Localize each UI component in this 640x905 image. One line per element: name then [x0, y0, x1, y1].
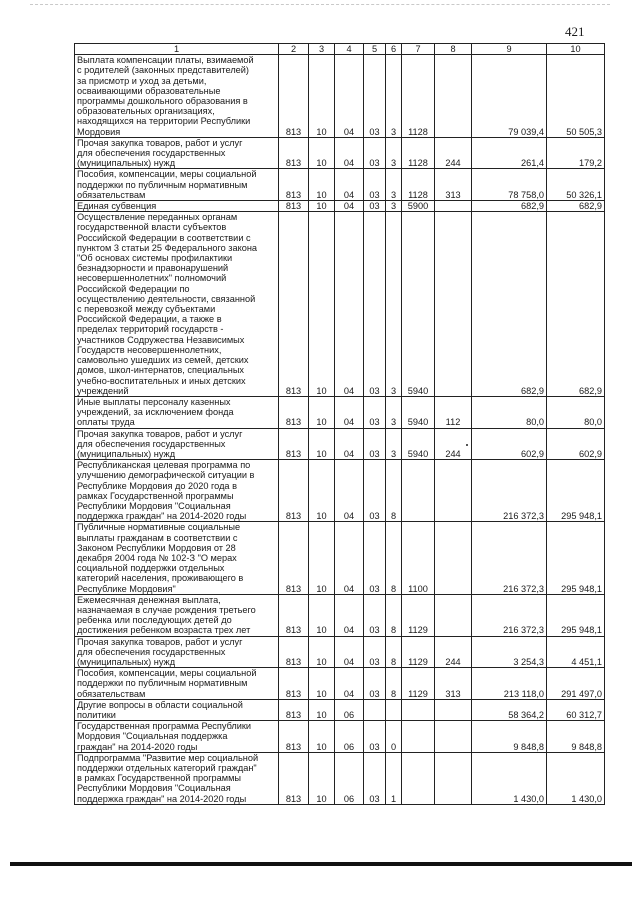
amount-year1-cell: 80,0	[472, 396, 547, 428]
target-code-cell	[402, 460, 435, 522]
amount-year2-cell: 9 848,8	[547, 721, 605, 753]
amount-year2-cell: 179,2	[547, 137, 605, 169]
subsection-code-cell: 06	[335, 699, 364, 720]
amount-year2-cell: 291 497,0	[547, 668, 605, 700]
row-name-cell: Выплата компенсации платы, взимаемой с родителей (законных представителей) за присмотр и уход за детьми, осваивающими образовательные программы дошкольного образования в образовательных организациях, находящихся на территории Республики Мордовия	[75, 55, 279, 138]
amount-year1-cell: 9 848,8	[472, 721, 547, 753]
program-code-cell: 03	[364, 396, 386, 428]
admin-code-cell: 813	[279, 396, 309, 428]
column-header: 2	[279, 44, 309, 55]
subsection-code-cell: 04	[335, 636, 364, 668]
amount-year1-cell: 682,9	[472, 201, 547, 212]
target-code-cell	[402, 721, 435, 753]
table-row	[75, 55, 605, 138]
row-name-cell: Республиканская целевая программа по улучшению демографической ситуации в Республике Мордовия до 2020 года в рамках Государственной программы Республики Мордовия "Социальная поддержка граждан" на 2014-2020 годы	[75, 460, 279, 522]
target-code-cell	[402, 699, 435, 720]
amount-year2-cell: 50 505,3	[547, 55, 605, 138]
column-header: 3	[309, 44, 335, 55]
subprogram-code-cell: 3	[386, 201, 402, 212]
page-number: 421	[565, 24, 585, 39]
admin-code-cell: 813	[279, 721, 309, 753]
program-code-cell: 03	[364, 460, 386, 522]
expense-type-cell	[435, 721, 472, 753]
amount-year1-cell: 216 372,3	[472, 522, 547, 594]
section-code-cell: 10	[309, 428, 335, 460]
amount-year1-cell: 1 430,0	[472, 752, 547, 804]
target-code-cell: 1129	[402, 636, 435, 668]
subsection-code-cell: 04	[335, 460, 364, 522]
row-name-cell: Прочая закупка товаров, работ и услуг для обеспечения государственных (муниципальных) нужд	[75, 137, 279, 169]
amount-year2-cell: 295 948,1	[547, 460, 605, 522]
target-code-cell	[402, 752, 435, 804]
subsection-code-cell: 04	[335, 169, 364, 201]
column-header: 1	[75, 44, 279, 55]
expense-type-cell: 313	[435, 169, 472, 201]
subprogram-code-cell: 0	[386, 721, 402, 753]
amount-year1-cell: 58 364,2	[472, 699, 547, 720]
subsection-code-cell: 04	[335, 137, 364, 169]
program-code-cell: 03	[364, 55, 386, 138]
subprogram-code-cell: 3	[386, 212, 402, 397]
admin-code-cell: 813	[279, 668, 309, 700]
program-code-cell: 03	[364, 212, 386, 397]
section-code-cell: 10	[309, 55, 335, 138]
scan-bottom-edge	[10, 862, 632, 866]
section-code-cell: 10	[309, 721, 335, 753]
table-row	[75, 460, 605, 522]
expense-type-cell	[435, 752, 472, 804]
target-code-cell: 1129	[402, 668, 435, 700]
row-name-cell: Публичные нормативные социальные выплаты гражданам в соответствии с Законом Республики Мордовия от 28 декабря 2004 года № 102-З "О мерах социальной поддержки отдельных категорий населения, проживающего в Республике Мордовия"	[75, 522, 279, 594]
column-header: 4	[335, 44, 364, 55]
subsection-code-cell: 04	[335, 55, 364, 138]
subsection-code-cell: 06	[335, 752, 364, 804]
section-code-cell: 10	[309, 169, 335, 201]
admin-code-cell: 813	[279, 460, 309, 522]
subprogram-code-cell	[386, 699, 402, 720]
admin-code-cell: 813	[279, 522, 309, 594]
subsection-code-cell: 04	[335, 428, 364, 460]
column-header: 5	[364, 44, 386, 55]
target-code-cell: 1128	[402, 169, 435, 201]
table-header-row	[75, 44, 605, 55]
column-header: 9	[472, 44, 547, 55]
admin-code-cell: 813	[279, 594, 309, 636]
column-header: 8	[435, 44, 472, 55]
admin-code-cell: 813	[279, 212, 309, 397]
subsection-code-cell: 04	[335, 522, 364, 594]
program-code-cell: 03	[364, 201, 386, 212]
subsection-code-cell: 04	[335, 396, 364, 428]
subprogram-code-cell: 8	[386, 460, 402, 522]
table-row	[75, 752, 605, 804]
column-header: 10	[547, 44, 605, 55]
table-row	[75, 201, 605, 212]
amount-year1-cell: 216 372,3	[472, 594, 547, 636]
program-code-cell: 03	[364, 668, 386, 700]
subprogram-code-cell: 8	[386, 594, 402, 636]
section-code-cell: 10	[309, 201, 335, 212]
target-code-cell: 5940	[402, 428, 435, 460]
amount-year2-cell: 602,9	[547, 428, 605, 460]
amount-year1-cell: 602,9	[472, 428, 547, 460]
amount-year1-cell: 78 758,0	[472, 169, 547, 201]
admin-code-cell: 813	[279, 55, 309, 138]
expense-type-cell	[435, 522, 472, 594]
row-name-cell: Другие вопросы в области социальной политики	[75, 699, 279, 720]
target-code-cell: 5940	[402, 212, 435, 397]
admin-code-cell: 813	[279, 752, 309, 804]
program-code-cell	[364, 699, 386, 720]
expense-type-cell	[435, 55, 472, 138]
row-name-cell: Прочая закупка товаров, работ и услуг для обеспечения государственных (муниципальных) нужд	[75, 636, 279, 668]
table-row	[75, 699, 605, 720]
section-code-cell: 10	[309, 594, 335, 636]
amount-year1-cell: 213 118,0	[472, 668, 547, 700]
expense-type-cell	[435, 201, 472, 212]
expense-type-cell: 244	[435, 137, 472, 169]
target-code-cell: 5900	[402, 201, 435, 212]
expense-type-cell	[435, 699, 472, 720]
admin-code-cell: 813	[279, 636, 309, 668]
amount-year2-cell: 80,0	[547, 396, 605, 428]
table-row	[75, 636, 605, 668]
subsection-code-cell: 04	[335, 201, 364, 212]
section-code-cell: 10	[309, 668, 335, 700]
amount-year1-cell: 261,4	[472, 137, 547, 169]
amount-year1-cell: 3 254,3	[472, 636, 547, 668]
target-code-cell: 1128	[402, 55, 435, 138]
target-code-cell: 1129	[402, 594, 435, 636]
amount-year2-cell: 295 948,1	[547, 594, 605, 636]
section-code-cell: 10	[309, 636, 335, 668]
scan-top-edge	[30, 4, 610, 5]
table-row	[75, 212, 605, 397]
expense-type-cell: 244	[435, 636, 472, 668]
section-code-cell: 10	[309, 212, 335, 397]
table-row	[75, 594, 605, 636]
amount-year2-cell: 50 326,1	[547, 169, 605, 201]
table-row	[75, 668, 605, 700]
target-code-cell: 1128	[402, 137, 435, 169]
program-code-cell: 03	[364, 169, 386, 201]
amount-year1-cell: 216 372,3	[472, 460, 547, 522]
table-row	[75, 169, 605, 201]
admin-code-cell: 813	[279, 137, 309, 169]
subsection-code-cell: 04	[335, 212, 364, 397]
expense-type-cell: 112	[435, 396, 472, 428]
amount-year2-cell: 4 451,1	[547, 636, 605, 668]
row-name-cell: Пособия, компенсации, меры социальной поддержки по публичным нормативным обязательствам	[75, 668, 279, 700]
column-header: 7	[402, 44, 435, 55]
section-code-cell: 10	[309, 137, 335, 169]
table-row	[75, 428, 605, 460]
amount-year2-cell: 1 430,0	[547, 752, 605, 804]
row-name-cell: Осуществление переданных органам государственной власти субъектов Российской Федерации в соответствии с пунктом 3 статьи 25 Федерального закона "Об основах системы профилактики безнадзорности и правонарушений несовершеннолетних" полномочий Российской Федерации по осуществлению деятельности, связанной с перевозкой между субъектами Российской Федерации, а также в пределах территорий государств - участников Содружества Независимых Государств несовершеннолетних, самовольно ушедших из семей, детских домов, школ-интернатов, специальных учебно-воспитательных и иных детских учреждений	[75, 212, 279, 397]
subprogram-code-cell: 3	[386, 428, 402, 460]
subprogram-code-cell: 3	[386, 55, 402, 138]
budget-table	[74, 43, 605, 805]
scan-speck	[466, 444, 468, 446]
expense-type-cell	[435, 212, 472, 397]
row-name-cell: Иные выплаты персоналу казенных учреждений, за исключением фонда оплаты труда	[75, 396, 279, 428]
admin-code-cell: 813	[279, 169, 309, 201]
subprogram-code-cell: 3	[386, 396, 402, 428]
section-code-cell: 10	[309, 522, 335, 594]
target-code-cell: 5940	[402, 396, 435, 428]
program-code-cell: 03	[364, 594, 386, 636]
program-code-cell: 03	[364, 721, 386, 753]
amount-year2-cell: 682,9	[547, 201, 605, 212]
subprogram-code-cell: 3	[386, 169, 402, 201]
subsection-code-cell: 04	[335, 668, 364, 700]
program-code-cell: 03	[364, 137, 386, 169]
expense-type-cell	[435, 460, 472, 522]
subsection-code-cell: 06	[335, 721, 364, 753]
amount-year1-cell: 682,9	[472, 212, 547, 397]
program-code-cell: 03	[364, 428, 386, 460]
amount-year2-cell: 295 948,1	[547, 522, 605, 594]
row-name-cell: Единая субвенция	[75, 201, 279, 212]
section-code-cell: 10	[309, 752, 335, 804]
row-name-cell: Подпрограмма "Развитие мер социальной поддержки отдельных категорий граждан" в рамках Государственной программы Республики Мордовия "Социальная поддержка граждан" на 2014-2020 годы	[75, 752, 279, 804]
admin-code-cell: 813	[279, 201, 309, 212]
amount-year2-cell: 682,9	[547, 212, 605, 397]
row-name-cell: Пособия, компенсации, меры социальной поддержки по публичным нормативным обязательствам	[75, 169, 279, 201]
target-code-cell: 1100	[402, 522, 435, 594]
program-code-cell: 03	[364, 636, 386, 668]
subsection-code-cell: 04	[335, 594, 364, 636]
subprogram-code-cell: 8	[386, 636, 402, 668]
section-code-cell: 10	[309, 699, 335, 720]
column-header: 6	[386, 44, 402, 55]
amount-year1-cell: 79 039,4	[472, 55, 547, 138]
expense-type-cell: 313	[435, 668, 472, 700]
row-name-cell: Ежемесячная денежная выплата, назначаемая в случае рождения третьего ребенка или последующих детей до достижения ребенком возраста трех лет	[75, 594, 279, 636]
section-code-cell: 10	[309, 396, 335, 428]
subprogram-code-cell: 8	[386, 668, 402, 700]
admin-code-cell: 813	[279, 699, 309, 720]
expense-type-cell	[435, 594, 472, 636]
table-row	[75, 396, 605, 428]
section-code-cell: 10	[309, 460, 335, 522]
admin-code-cell: 813	[279, 428, 309, 460]
subprogram-code-cell: 8	[386, 522, 402, 594]
table-row	[75, 721, 605, 753]
program-code-cell: 03	[364, 522, 386, 594]
subprogram-code-cell: 1	[386, 752, 402, 804]
table-row	[75, 137, 605, 169]
row-name-cell: Прочая закупка товаров, работ и услуг для обеспечения государственных (муниципальных) нужд	[75, 428, 279, 460]
table-row	[75, 522, 605, 594]
expense-type-cell: 244	[435, 428, 472, 460]
subprogram-code-cell: 3	[386, 137, 402, 169]
row-name-cell: Государственная программа Республики Мордовия "Социальная поддержка граждан" на 2014-2020 годы	[75, 721, 279, 753]
amount-year2-cell: 60 312,7	[547, 699, 605, 720]
program-code-cell: 03	[364, 752, 386, 804]
